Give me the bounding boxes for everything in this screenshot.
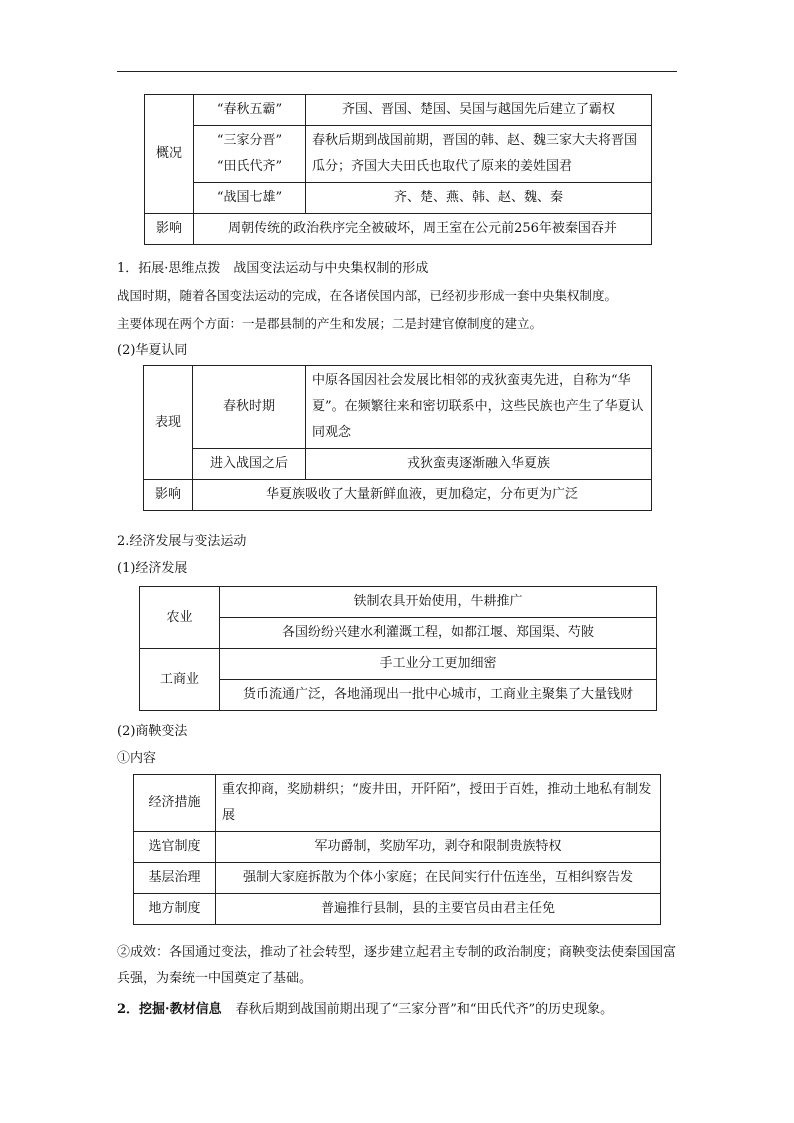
header-rule [117, 71, 677, 72]
huaxia-impact-label: 影响 [144, 480, 193, 511]
shangyang-key-2: 选官制度 [134, 832, 216, 863]
term-tianshi-daiqi: “田氏代齐” [216, 159, 283, 174]
shangyang-val-1: 重农抑商，奖励耕织；“废井田，开阡陌”，授田于百姓，推动土地私有制发展 [216, 775, 661, 832]
section1-line2: 主要体现在两个方面：一是郡县制的产生和发展；二是封建官僚制度的建立。 [117, 316, 543, 331]
gongshang-item-1: 手工业分工更加细密 [220, 649, 657, 680]
section3-label: 2．挖掘·教材信息 [117, 1002, 222, 1017]
shangyang-key-1: 经济措施 [134, 775, 216, 832]
overview-label: 概况 [145, 95, 194, 214]
desc-chunqiu-wuba: 齐国、晋国、楚国、吴国与越国先后建立了霸权 [306, 95, 652, 126]
gongshang-label: 工商业 [140, 649, 220, 711]
chunqiu-label: 春秋时期 [193, 366, 306, 449]
overview-table [144, 94, 652, 245]
section1-heading: 1．拓展·思维点拨 战国变法运动与中央集权制的形成 [117, 261, 429, 276]
gongshang-item-2: 货币流通广泛，各地涌现出一批中心城市，工商业主聚集了大量钱财 [220, 680, 657, 711]
section3 [117, 1000, 613, 1020]
result-paragraph: ②成效：各国通过变法，推动了社会转型，逐步建立起君主专制的政治制度；商鞅变法使秦国国富兵强，为秦统一中国奠定了基础。 [117, 945, 677, 986]
desc-sanjia-tianshi: 春秋后期到战国前期，晋国的韩、赵、魏三家大夫将晋国瓜分；齐国大夫田氏也取代了原来的姜姓国君 [306, 126, 652, 183]
zhanguo-label: 进入战国之后 [193, 449, 306, 480]
shangyang-heading: (2)商鞅变法 [117, 724, 188, 739]
nongye-item-1: 铁制农具开始使用，牛耕推广 [220, 587, 657, 618]
impact-label: 影响 [145, 214, 194, 245]
economy-table [139, 586, 657, 711]
biaoxian-label: 表现 [144, 366, 193, 480]
nongye-item-2: 各国纷纷兴建水利灌溉工程，如都江堰、郑国渠、芍陂 [220, 618, 657, 649]
shangyang-val-4: 普遍推行县制，县的主要官员由君主任免 [216, 894, 661, 925]
term-zhanguo-qixiong: “战国七雄” [194, 183, 306, 214]
shangyang-key-4: 地方制度 [134, 894, 216, 925]
zhanguo-desc: 戎狄蛮夷逐渐融入华夏族 [306, 449, 652, 480]
huaxia-table [143, 365, 652, 511]
economy-heading: (1)经济发展 [117, 561, 188, 576]
shangyang-table [133, 774, 661, 925]
impact-text: 周朝传统的政治秩序完全被破坏，周王室在公元前256年被秦国吞并 [194, 214, 652, 245]
shangyang-val-3: 强制大家庭拆散为个体小家庭；在民间实行什伍连坐，互相纠察告发 [216, 863, 661, 894]
section1-line1: 战国时期，随着各国变法运动的完成，在各诸侯国内部，已经初步形成一套中央集权制度。 [117, 288, 618, 303]
nongye-label: 农业 [140, 587, 220, 649]
shangyang-key-3: 基层治理 [134, 863, 216, 894]
chunqiu-desc: 中原各国因社会发展比相邻的戎狄蛮夷先进，自称为“华夏”。在频繁往来和密切联系中，这些民族也产生了华夏认同观念 [306, 366, 652, 449]
huaxia-impact-text: 华夏族吸收了大量新鲜血液，更加稳定，分布更为广泛 [193, 480, 652, 511]
shangyang-val-2: 军功爵制，奖励军功，剥夺和限制贵族特权 [216, 832, 661, 863]
section3-text: 春秋后期到战国前期出现了“三家分晋”和“田氏代齐”的历史现象。 [235, 1002, 614, 1017]
term-sanjia-fenjin: “三家分晋” [216, 133, 283, 148]
huaxia-heading: (2)华夏认同 [117, 343, 188, 358]
shangyang-content-heading: ①内容 [117, 751, 157, 766]
desc-zhanguo-qixiong: 齐、楚、燕、韩、赵、魏、秦 [306, 183, 652, 214]
term-sanjia-tianshi [194, 126, 306, 183]
section2-heading: 2.经济发展与变法运动 [117, 534, 247, 549]
term-chunqiu-wuba: “春秋五霸” [194, 95, 306, 126]
